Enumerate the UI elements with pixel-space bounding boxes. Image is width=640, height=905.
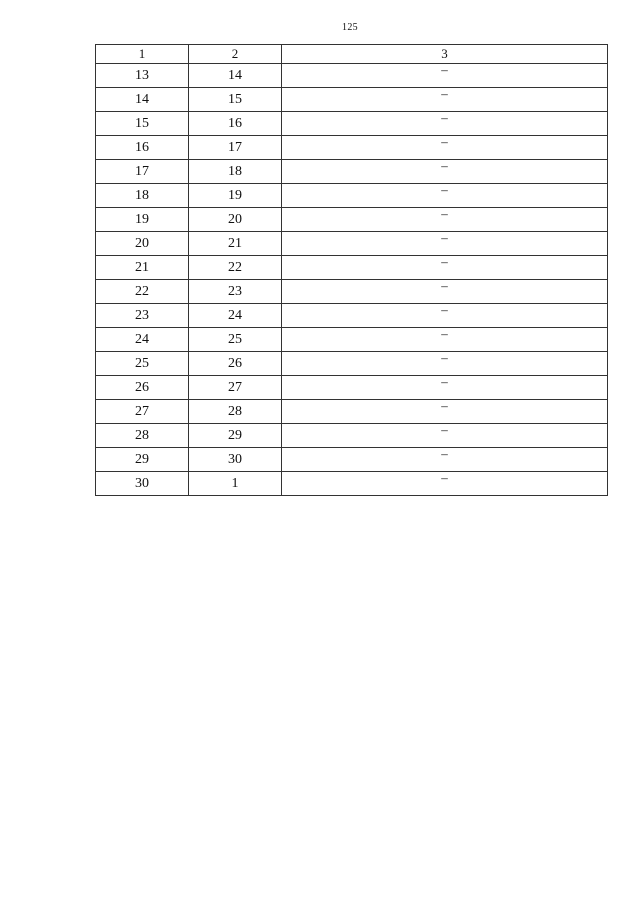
table-cell: 21 [96, 256, 189, 280]
dash-mark: – [441, 62, 448, 77]
table-cell [282, 424, 608, 448]
table-cell: 13 [96, 64, 189, 88]
column-header-1: 1 [96, 45, 189, 64]
dash-mark: – [441, 230, 448, 245]
dash-mark: – [441, 86, 448, 101]
table-cell: 28 [189, 400, 282, 424]
table-row [96, 232, 608, 256]
table-cell [282, 160, 608, 184]
table-cell: 26 [189, 352, 282, 376]
dash-mark: – [441, 470, 448, 485]
table-cell [282, 352, 608, 376]
table-cell [282, 400, 608, 424]
dash-mark: – [441, 158, 448, 173]
dash-mark: – [441, 326, 448, 341]
table-cell: 1 [189, 472, 282, 496]
table-cell: 30 [96, 472, 189, 496]
table-cell [282, 304, 608, 328]
table-cell: 15 [189, 88, 282, 112]
page-number: 125 [342, 22, 358, 33]
table-row [96, 88, 608, 112]
table-cell [282, 328, 608, 352]
table-cell [282, 136, 608, 160]
table-cell [282, 88, 608, 112]
table-cell: 20 [96, 232, 189, 256]
table-row [96, 136, 608, 160]
table-cell: 24 [96, 328, 189, 352]
table-cell: 16 [189, 112, 282, 136]
table-cell: 14 [96, 88, 189, 112]
data-table [95, 44, 608, 496]
table-cell: 18 [96, 184, 189, 208]
table-cell: 16 [96, 136, 189, 160]
table-row [96, 376, 608, 400]
table-row [96, 256, 608, 280]
table-row [96, 400, 608, 424]
dash-mark: – [441, 254, 448, 269]
table-row [96, 424, 608, 448]
table-header [96, 45, 608, 64]
table-cell [282, 184, 608, 208]
table-body [96, 64, 608, 496]
dash-mark: – [441, 206, 448, 221]
table-cell: 27 [189, 376, 282, 400]
table-cell: 29 [96, 448, 189, 472]
table-cell [282, 64, 608, 88]
table-cell [282, 472, 608, 496]
table-row [96, 448, 608, 472]
table-cell: 24 [189, 304, 282, 328]
table-cell [282, 208, 608, 232]
dash-mark: – [441, 278, 448, 293]
table-row [96, 280, 608, 304]
dash-mark: – [441, 350, 448, 365]
table-cell: 19 [189, 184, 282, 208]
table-cell: 29 [189, 424, 282, 448]
table-cell [282, 280, 608, 304]
table-cell: 14 [189, 64, 282, 88]
table-row [96, 472, 608, 496]
table-row [96, 352, 608, 376]
table-row [96, 328, 608, 352]
table-cell [282, 376, 608, 400]
table-cell [282, 448, 608, 472]
dash-mark: – [441, 182, 448, 197]
table-cell: 27 [96, 400, 189, 424]
table-cell [282, 256, 608, 280]
dash-mark: – [441, 422, 448, 437]
dash-mark: – [441, 110, 448, 125]
table-cell: 30 [189, 448, 282, 472]
dash-mark: – [441, 302, 448, 317]
table-cell: 22 [189, 256, 282, 280]
table-row [96, 304, 608, 328]
table-cell: 18 [189, 160, 282, 184]
table-row [96, 64, 608, 88]
table-cell [282, 232, 608, 256]
header-row [96, 45, 608, 64]
table-row [96, 184, 608, 208]
table-cell: 25 [189, 328, 282, 352]
table-cell [282, 112, 608, 136]
table-cell: 19 [96, 208, 189, 232]
column-header-3: 3 [282, 45, 608, 64]
dash-mark: – [441, 446, 448, 461]
table-row [96, 208, 608, 232]
table-cell: 28 [96, 424, 189, 448]
table-cell: 26 [96, 376, 189, 400]
table-cell: 25 [96, 352, 189, 376]
dash-mark: – [441, 398, 448, 413]
dash-mark: – [441, 374, 448, 389]
table-cell: 20 [189, 208, 282, 232]
table-cell: 23 [189, 280, 282, 304]
table-row [96, 112, 608, 136]
table-row [96, 160, 608, 184]
table-cell: 15 [96, 112, 189, 136]
table-cell: 23 [96, 304, 189, 328]
table-cell: 17 [189, 136, 282, 160]
dash-mark: – [441, 134, 448, 149]
column-header-2: 2 [189, 45, 282, 64]
table-cell: 21 [189, 232, 282, 256]
table-cell: 17 [96, 160, 189, 184]
table-cell: 22 [96, 280, 189, 304]
